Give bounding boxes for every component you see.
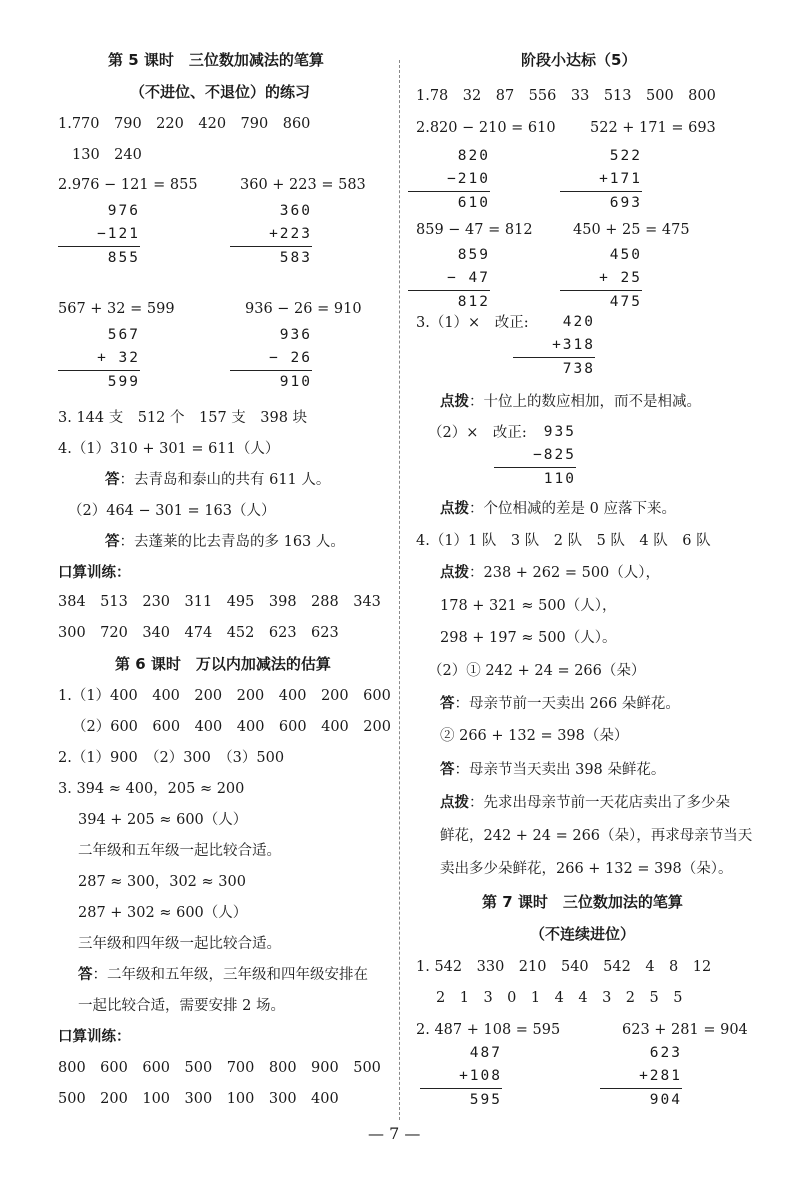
vertical-calc-859: 859 − 47 812 bbox=[408, 244, 490, 314]
l5-q1-line1: 1.770 790 220 420 790 860 bbox=[58, 116, 311, 132]
l6-q1-2: （2）600 600 400 400 600 400 200 bbox=[72, 719, 391, 735]
l6-answer-line1: 答：二年级和五年级，三年级和四年级安排在 bbox=[78, 967, 368, 983]
stage-q4-1: 4.（1）1 队 3 队 2 队 5 队 4 队 6 队 bbox=[416, 533, 711, 549]
l6-q3-line5: 287 + 302 ≈ 600（人） bbox=[78, 905, 248, 921]
vertical-calc-623: 623 +281 904 bbox=[600, 1042, 682, 1112]
stage-q3-1: 3.（1）× 改正: bbox=[416, 315, 529, 331]
page-number: — 7 — bbox=[368, 1124, 421, 1143]
stage-answer-2: 答：母亲节当天卖出 398 朵鲜花。 bbox=[440, 762, 666, 778]
stage-q4-2b: ② 266 + 132 = 398（朵） bbox=[440, 728, 629, 744]
lesson5-title: 第 5 课时 三位数加减法的笔算 bbox=[108, 51, 324, 69]
l7-q1-line2: 2 1 3 0 1 4 4 3 2 5 5 bbox=[436, 990, 683, 1006]
l7-q2-eq-b: 623 + 281 = 904 bbox=[622, 1022, 748, 1038]
stage-check-title: 阶段小达标（5） bbox=[521, 51, 637, 69]
oral-training-2-row2: 500 200 100 300 100 300 400 bbox=[58, 1091, 339, 1107]
l6-q3-line3: 二年级和五年级一起比较合适。 bbox=[78, 843, 281, 859]
stage-tip-2: 点拨：个位相减的差是 0 应落下来。 bbox=[440, 501, 676, 517]
stage-tip-4-line2: 鲜花，242 + 24 = 266（朵），再求母亲节当天 bbox=[440, 828, 753, 844]
lesson7-subtitle: （不连续进位） bbox=[530, 925, 636, 943]
l5-q4-2: （2）464 − 301 = 163（人） bbox=[68, 503, 276, 519]
l6-answer-line2: 一起比较合适，需要安排 2 场。 bbox=[78, 998, 285, 1014]
lesson7-title: 第 7 课时 三位数加法的笔算 bbox=[482, 893, 683, 911]
vertical-calc-935: 935 −825 110 bbox=[494, 421, 576, 491]
l5-q3: 3. 144 支 512 个 157 支 398 块 bbox=[58, 410, 308, 426]
l5-q2-eq-c: 567 + 32 = 599 bbox=[58, 301, 175, 317]
vertical-calc-360: 360 +223 583 bbox=[230, 200, 312, 270]
l5-q2-eq-b: 360 + 223 = 583 bbox=[240, 177, 366, 193]
l6-q2: 2.（1）900 （2）300 （3）500 bbox=[58, 750, 285, 766]
l6-q3-line6: 三年级和四年级一起比较合适。 bbox=[78, 936, 281, 952]
oral-training-1-title: 口算训练： bbox=[58, 565, 131, 581]
stage-answer-1: 答：母亲节前一天卖出 266 朵鲜花。 bbox=[440, 696, 680, 712]
l5-q4-1: 4.（1）310 + 301 = 611（人） bbox=[58, 441, 280, 457]
column-divider bbox=[399, 60, 400, 1120]
stage-q3-2: （2）× 改正: bbox=[428, 425, 527, 441]
oral-training-2-row1: 800 600 600 500 700 800 900 500 bbox=[58, 1060, 381, 1076]
vertical-calc-420: 420 +318 738 bbox=[513, 311, 595, 381]
lesson5-subtitle: （不进位、不退位）的练习 bbox=[130, 83, 311, 101]
l6-q1-1: 1.（1）400 400 200 200 400 200 600 bbox=[58, 688, 391, 704]
stage-q2-eq-d: 450 + 25 = 475 bbox=[573, 222, 690, 238]
l6-q3-line1: 3. 394 ≈ 400，205 ≈ 200 bbox=[58, 781, 245, 797]
stage-q2-eq-a: 2.820 − 210 = 610 bbox=[416, 120, 556, 136]
vertical-calc-976: 976 −121 855 bbox=[58, 200, 140, 270]
stage-q4-line2: 178 + 321 ≈ 500（人）， bbox=[440, 598, 617, 614]
vertical-calc-936: 936 − 26 910 bbox=[230, 324, 312, 394]
oral-training-1-row2: 300 720 340 474 452 623 623 bbox=[58, 625, 339, 641]
lesson6-title: 第 6 课时 万以内加减法的估算 bbox=[115, 655, 331, 673]
l5-q1-line2: 130 240 bbox=[72, 147, 142, 163]
vertical-calc-487: 487 +108 595 bbox=[420, 1042, 502, 1112]
l7-q2-eq-a: 2. 487 + 108 = 595 bbox=[416, 1022, 561, 1038]
l5-q2-eq-d: 936 − 26 = 910 bbox=[245, 301, 362, 317]
stage-tip-4-line1: 点拨：先求出母亲节前一天花店卖出了多少朵 bbox=[440, 795, 730, 811]
l5-q2-eq-a: 2.976 − 121 = 855 bbox=[58, 177, 198, 193]
l6-q3-line4: 287 ≈ 300，302 ≈ 300 bbox=[78, 874, 246, 890]
vertical-calc-450: 450 + 25 475 bbox=[560, 244, 642, 314]
stage-q2-eq-c: 859 − 47 = 812 bbox=[416, 222, 533, 238]
vertical-calc-820: 820 −210 610 bbox=[408, 145, 490, 215]
l7-q1-line1: 1. 542 330 210 540 542 4 8 12 bbox=[416, 959, 712, 975]
vertical-calc-567: 567 + 32 599 bbox=[58, 324, 140, 394]
stage-q4-2: （2）① 242 + 24 = 266（朵） bbox=[428, 663, 646, 679]
stage-q1: 1.78 32 87 556 33 513 500 800 bbox=[416, 88, 716, 104]
oral-training-1-row1: 384 513 230 311 495 398 288 343 bbox=[58, 594, 381, 610]
l6-q3-line2: 394 + 205 ≈ 600（人） bbox=[78, 812, 248, 828]
l5-q4-1-answer: 答：去青岛和泰山的共有 611 人。 bbox=[105, 472, 331, 488]
stage-tip-1: 点拨：十位上的数应相加，而不是相减。 bbox=[440, 394, 701, 410]
stage-q4-line3: 298 + 197 ≈ 500（人）。 bbox=[440, 630, 617, 646]
l5-q4-2-answer: 答：去蓬莱的比去青岛的多 163 人。 bbox=[105, 534, 345, 550]
vertical-calc-522: 522 +171 693 bbox=[560, 145, 642, 215]
stage-tip-3: 点拨：238 + 262 = 500（人）， bbox=[440, 565, 661, 581]
oral-training-2-title: 口算训练： bbox=[58, 1029, 131, 1045]
stage-q2-eq-b: 522 + 171 = 693 bbox=[590, 120, 716, 136]
stage-tip-4-line3: 卖出多少朵鲜花，266 + 132 = 398（朵）。 bbox=[440, 861, 733, 877]
